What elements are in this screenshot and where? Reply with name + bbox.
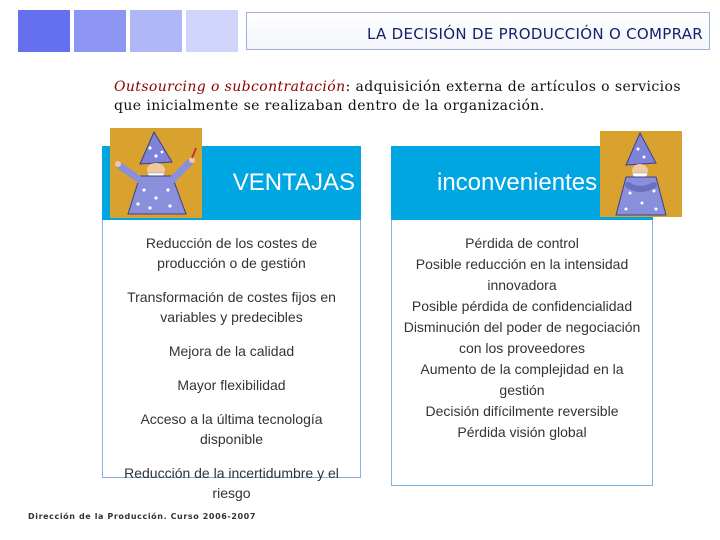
header-square-4 <box>186 10 238 52</box>
definition <box>114 78 704 116</box>
inconveniente-item: Disminución del poder de negociación con los proveedores <box>403 319 641 356</box>
inconveniente-item: Pérdida de control <box>465 235 579 251</box>
ventaja-item: Acceso a la última tecnología disponible <box>140 411 323 447</box>
inconveniente-item: Pérdida visión global <box>457 424 587 440</box>
wizard-clipart-left-icon <box>110 128 202 218</box>
slide-title <box>246 12 710 50</box>
definition-text: : adquisición externa de artículos o servicios que inicialmente se realizaban dentro de la organización. <box>114 79 681 114</box>
slide-title-text: LA DECISIÓN DE PRODUCCIÓN O COMPRAR <box>366 25 703 43</box>
header-square-1 <box>18 10 70 52</box>
definition-term: Outsourcing o subcontratación <box>114 79 346 95</box>
ventaja-item: Mayor flexibilidad <box>177 377 286 393</box>
inconvenientes-heading: inconvenientes <box>437 169 598 196</box>
ventaja-item: Reducción de la incertidumbre y el riesgo <box>124 465 339 501</box>
header-square-3 <box>130 10 182 52</box>
ventaja-item: Mejora de la calidad <box>168 343 295 359</box>
inconvenientes-list <box>392 233 652 443</box>
ventaja-item: Transformación de costes fijos en variables y predecibles <box>127 289 336 325</box>
wizard-clipart-right-icon <box>600 131 682 217</box>
inconveniente-item: Posible reducción en la intensidad innovadora <box>415 256 629 293</box>
ventajas-list <box>103 233 360 517</box>
inconveniente-item: Decisión difícilmente reversible <box>425 403 619 419</box>
ventaja-item: Reducción de los costes de producción o de gestión <box>145 235 318 271</box>
footer-text: Dirección de la Producción. Curso 2006-2007 <box>28 512 256 521</box>
header-square-2 <box>74 10 126 52</box>
inconveniente-item: Posible pérdida de confidencialidad <box>411 298 633 314</box>
ventajas-heading: VENTAJAS <box>232 169 355 196</box>
inconveniente-item: Aumento de la complejidad en la gestión <box>420 361 624 398</box>
